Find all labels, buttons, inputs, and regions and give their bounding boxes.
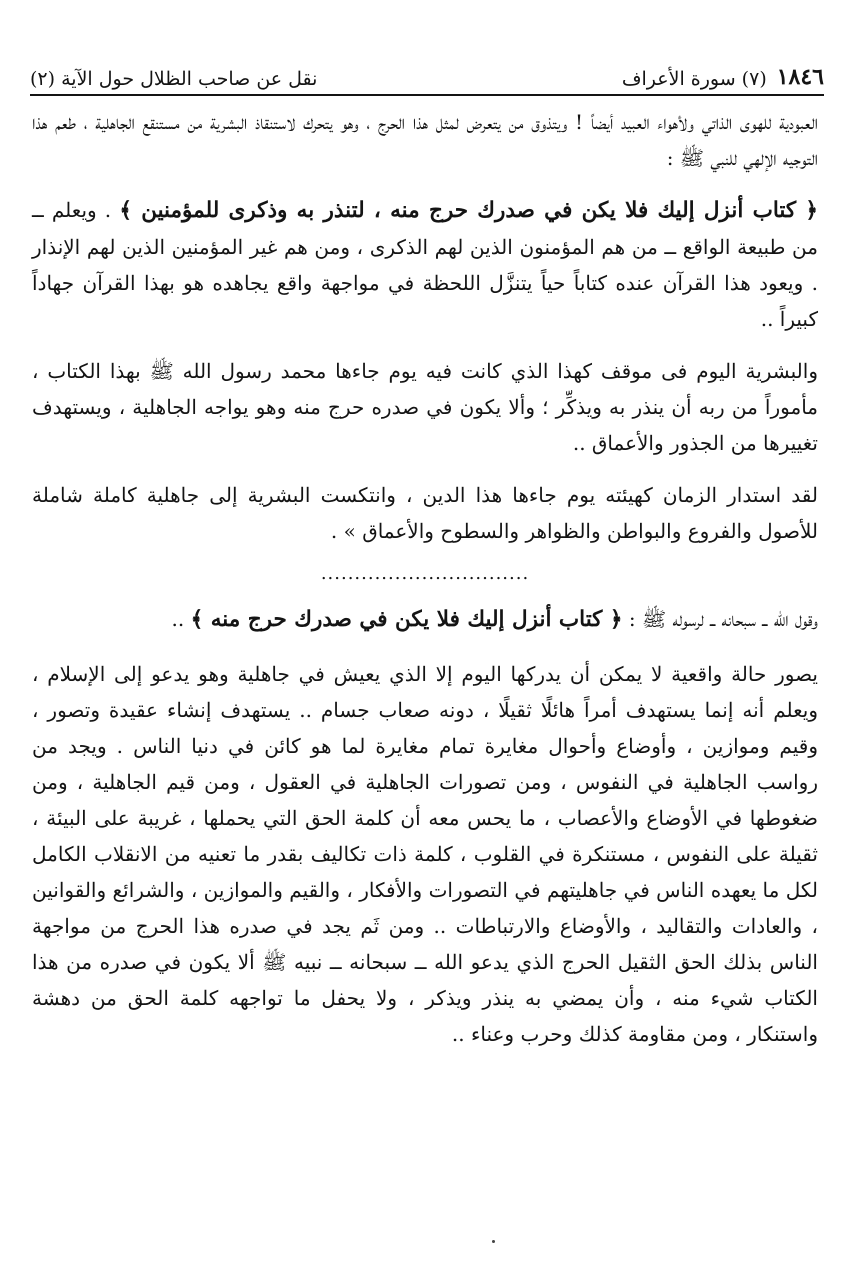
paragraph-5-prefix: وقول الله ــ سبحانه ــ لرسوله ﷺ : (622, 607, 818, 631)
header-divider (30, 94, 824, 96)
paragraph-6-text: يصور حالة واقعية لا يمكن أن يدركها اليوم إلا الذي يعيش في جاهلية وهو يدعو إلى الإسلام ، ويعلم أنه إنما يستهدف أمراً هائلًا ثقيلًا ، دونه صعاب جسام .. يستهدف إنشاء عقيدة وتصور ، وقيم وموازين ، وأوضاع وأحوال مغايرة تمام مغايرة لما هو كائن في دنيا الناس . ويجد من رواسب الجاهلية في النفوس ، ومن تصورات الجاهلية في العقول ، ومن قيم الجاهلية ، ومن ضغوطها في الأوضاع والأعصاب ، ما يحس معه أن كلمة الحق التي يحملها ، غريبة على البيئة ، ثقيلة على النفوس ، مستنكرة في القلوب ، كلمة ذات تكاليف بقدر ما تعنيه من الانقلاب الكامل لكل ما يعهده الناس في جاهليتهم في التصورات والأفكار ، والقيم والموازين ، والشرائع والقوانين ، والعادات والتقاليد ، والأوضاع والارتباطات .. ومن ثَم يجد في صدره هذا الحرج من مواجهة الناس بذلك الحق الثقيل الحرج الذي يدعو الله ــ سبحانه ــ نبيه ﷺ ألا يكون في صدره من هذا الكتاب شيء منه ، وأن يمضي به ينذر ويذكر ، ولا يحفل ما تواجهه كلمة الحق من دهشة واستنكار ، ومن مقاومة كذلك وحرب وعناء .. (32, 662, 819, 1046)
paragraph-1 (32, 104, 818, 176)
paragraph-5 (32, 599, 818, 640)
page-speck (492, 1240, 495, 1243)
page-number: ١٨٤٦ (776, 64, 824, 90)
page-header (30, 56, 824, 90)
paragraph-4 (32, 477, 818, 549)
surah-title: (٧) سورة الأعراف (621, 68, 767, 90)
dotted-separator: ............................... (320, 563, 530, 584)
verse-quote-1: ﴿ كتاب أنزل إليك فلا يكن في صدرك حرج منه ، لتنذر به وذكرى للمؤمنين ﴾ (119, 198, 819, 223)
paragraph-2 (32, 192, 818, 337)
paragraph-1-text: العبودية للهوى الذاتي ولأهواء العبيد أيضاً ! ويتذوق من يتعرض لمثل هذا الحرج ، وهو يتحرك لاستنقاذ البشرية من مستنقع الجاهلية ، طعم هذا التوجيه الإلهي للنبي ﷺ : (32, 110, 818, 170)
paragraph-4-text: لقد استدار الزمان كهيئته يوم جاءها هذا الدين ، وانتكست البشرية إلى جاهلية كاملة شاملة للأصول والفروع والبواطن والظواهر والسطوح والأعماق » . (32, 483, 818, 543)
paragraph-6 (32, 656, 818, 1052)
verse-quote-2: ﴿ كتاب أنزل إليك فلا يكن في صدرك حرج منه ﴾ (190, 607, 623, 632)
page-body (32, 104, 818, 1252)
paragraph-5-suffix: .. (171, 607, 191, 631)
paragraph-3-text: والبشرية اليوم فى موقف كهذا الذي كانت فيه يوم جاءها محمد رسول الله ﷺ بهذا الكتاب ، مأموراً من ربه أن ينذر به ويذكِّر ؛ وألا يكون في صدره حرج منه وهو يواجه الجاهلية ، ويستهدف تغييرها من الجذور والأعماق .. (32, 359, 818, 455)
paragraph-2-text: . ويعلم ــ من طبيعة الواقع ــ من هم المؤمنون الذين لهم الذكرى ، ومن هم غير المؤمنين الذين لهم الإنذار . ويعود هذا القرآن عنده كتاباً حياً يتنزَّل اللحظة في مواجهة واقع يجاهده هو بهذا القرآن جهاداً كبيراً .. (32, 198, 818, 331)
running-title: نقل عن صاحب الظلال حول الآية (٢) (30, 68, 318, 90)
paragraph-3 (32, 353, 818, 461)
header-right-group (622, 64, 824, 90)
